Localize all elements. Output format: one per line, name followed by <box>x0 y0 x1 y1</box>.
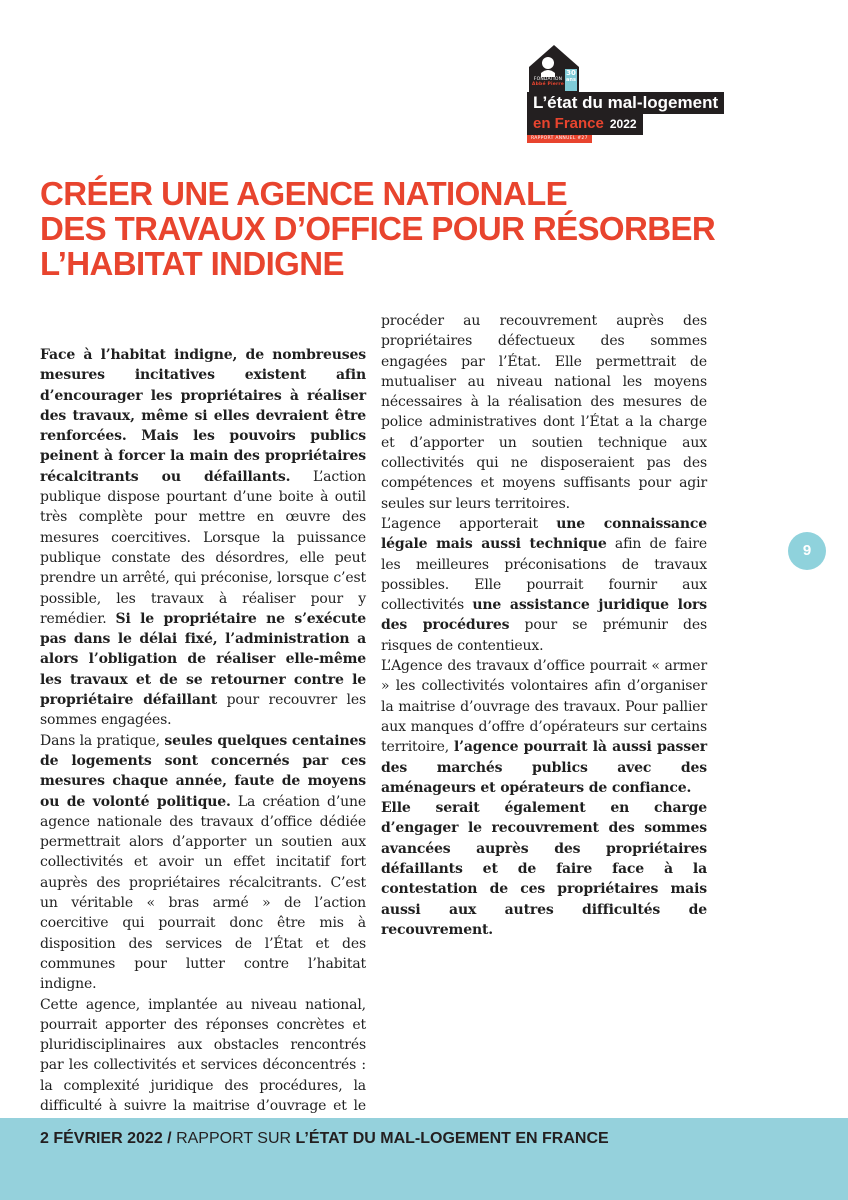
title-line-1: CRÉER UNE AGENCE NATIONALE <box>40 175 568 212</box>
paragraph <box>381 656 707 798</box>
title-line-2: DES TRAVAUX D’OFFICE POUR RÉSORBER <box>40 210 716 247</box>
foundation-line1: FONDATION <box>533 77 563 82</box>
body-text: pour se prémunir des risques de contentieux. <box>381 617 707 654</box>
footer-date: 2 FÉVRIER 2022 <box>40 1130 163 1147</box>
page-title <box>40 176 740 281</box>
footer-separator: / <box>162 1130 177 1147</box>
right-column <box>381 311 707 940</box>
logo-year: 2022 <box>609 117 637 131</box>
body-text: pour recouvrer les sommes engagées. <box>40 692 366 729</box>
bold-text: Face à l’habitat indigne, de nombreuses mesures incitatives existent afin d’encourager les propriétaires à réaliser des travaux, même si elles devraient être renforcées. Mais les pouvoirs publics peinent à forcer la main des propriétaires récalcitrants ou défaillants. <box>40 347 366 485</box>
report-logo <box>527 43 719 143</box>
logo-title: L’état du mal-logement <box>527 92 724 114</box>
paragraph <box>381 514 707 656</box>
bold-text: Elle serait également en charge d’engager le recouvrement des sommes avancées auprès des propriétaires défaillants et de faire face à la contestation de ces propriétaires mais aussi aux autres difficultés de recouvrement. <box>381 800 707 938</box>
body-text: La création d’une agence nationale des travaux d’office dédiée permettrait alors d’apporter un soutien aux collectivités et avoir un effet incitatif fort auprès des propriétaires récalcitrants. C’est un véritable « bras armé » de l’action coercitive qui pourrait donc être mis à disposition des services de l’État et des communes pour lutter contre l’habitat indigne. <box>40 793 366 993</box>
anniversary-label: ans <box>566 77 576 83</box>
title-line-3: L’HABITAT INDIGNE <box>40 245 344 282</box>
logo-subtitle <box>527 113 643 135</box>
bold-text: l’agence pourrait là aussi passer des marchés publics avec des aménageurs et opérateurs de confiance. <box>381 739 707 796</box>
logo-subtitle-text: en France <box>533 115 604 132</box>
paragraph <box>40 345 366 731</box>
anniversary-badge <box>565 69 577 91</box>
bold-text: une assistance juridique lors des procédures <box>381 597 707 634</box>
body-text: L’Agence des travaux d’office pourrait « armer » les collectivités volontaires afin d’organiser la maitrise d’ouvrage des travaux. Pour pallier aux manques d’offre d’opérateurs sur certains territoire, <box>381 658 707 756</box>
logo-report-label: RAPPORT ANNUEL #27 <box>527 135 592 143</box>
footer-text <box>40 1130 609 1148</box>
left-column <box>40 345 366 1137</box>
bold-text: seules quelques centaines de logements sont concernés par ces mesures chaque année, faute de moyens ou de volonté politique. <box>40 732 366 810</box>
bold-text: Si le propriétaire ne s’exécute pas dans le délai fixé, l’administration a alors l’obligation de réaliser elle-même les travaux et de se retourner contre le propriétaire défaillant <box>40 610 366 709</box>
paragraph: procéder au recouvrement auprès des propriétaires défectueux des sommes engagées par l’État. Elle permettrait de mutualiser au niveau national les moyens nécessaires à la réalisation des mesures de police administratives dont l’État a la charge et d’apporter un soutien technique aux collectivités qui ne disposeraient pas des compétences et moyens suffisants pour agir seules sur leurs territoires. <box>381 313 707 512</box>
paragraph <box>381 798 707 940</box>
body-text: L’action publique dispose pourtant d’une boite à outil très complète pour mettre en œuvre des mesures coercitives. Lorsque la puissance publique constate des désordres, elle peut prendre un arrêté, qui préconise, lorsque c’est possible, les travaux à réaliser pour y remédier. <box>40 468 366 627</box>
footer-band <box>0 1118 848 1200</box>
body-text: L’agence apporterait <box>381 515 557 532</box>
foundation-name <box>531 77 565 87</box>
body-text: afin de faire les meilleures préconisations de travaux possibles. Elle pourrait fournir aux collectivités <box>381 536 707 614</box>
paragraph: Cette agence, implantée au niveau national, pourrait apporter des réponses concrètes et pluridisciplinaires aux obstacles rencontrés par les collectivités et services déconcentrés : la complexité juridique des procédures, la difficulté à suivre la maitrise d’ouvrage et le <box>40 996 366 1114</box>
body-text: Dans la pratique, <box>40 732 165 749</box>
bold-text: une connaissance légale mais aussi technique <box>381 515 708 553</box>
page-number-badge: 9 <box>788 532 826 570</box>
footer-report-prefix: RAPPORT SUR <box>176 1130 296 1147</box>
foundation-line2: Abbé Pierre <box>531 82 565 87</box>
anniversary-number: 30 <box>566 69 576 77</box>
paragraph <box>40 731 366 995</box>
footer-report-title: L’ÉTAT DU MAL-LOGEMENT EN FRANCE <box>295 1130 609 1147</box>
